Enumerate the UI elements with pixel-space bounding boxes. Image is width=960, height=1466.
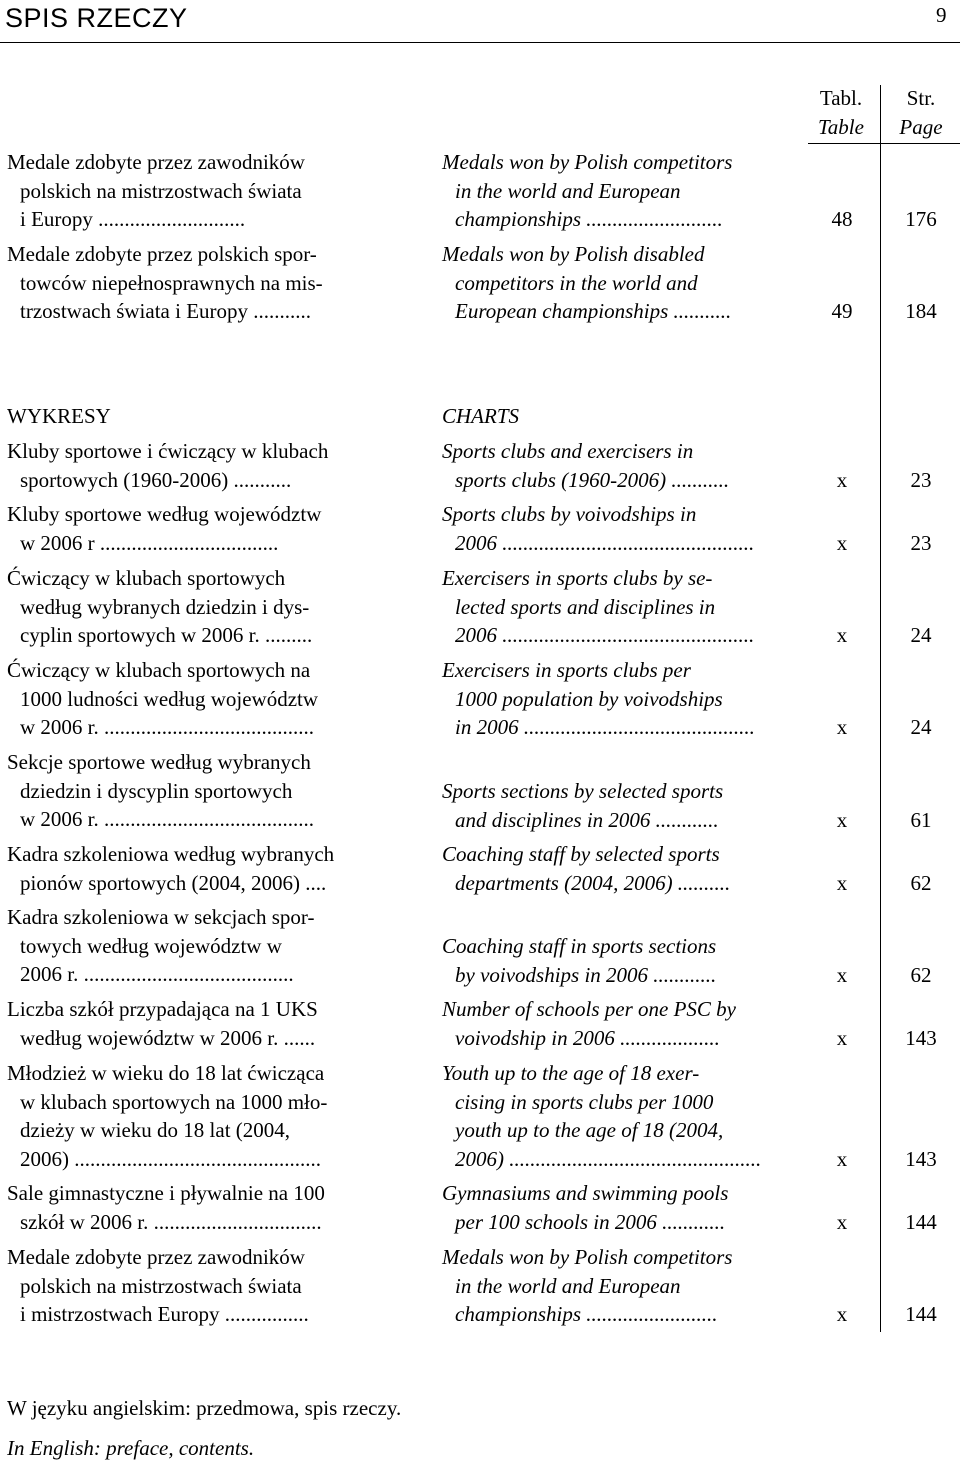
entry-page-number: 144 [905, 1209, 937, 1234]
page-heading: SPIS RZECZY [5, 3, 188, 33]
entry-title-en: 2006 ................................................ [455, 530, 755, 555]
entry-title-pl: 2006) ............................................... [20, 1146, 321, 1171]
entry-title-pl: cyplin sportowych w 2006 r. ......... [20, 623, 313, 647]
entry-title-en: Exercisers in sports clubs by se- [442, 566, 713, 590]
entry-title-pl: Kadra szkoleniowa w sekcjach spor- [7, 905, 315, 929]
entry-title-en: Sports sections by selected sports [442, 779, 724, 803]
entry-title-en: cising in sports clubs per 1000 [455, 1089, 714, 1114]
entry-title-pl: 1000 ludności według województw [20, 686, 319, 711]
header-rule [0, 42, 960, 43]
entry-title-en: per 100 schools in 2006 ............ [455, 1209, 726, 1234]
entry-title-pl: Medale zdobyte przez zawodników [7, 150, 305, 174]
entry-title-en: lected sports and disciplines in [455, 594, 716, 619]
footer-note-pl: W języku angielskim: przedmowa, spis rzeczy. [7, 1396, 402, 1420]
entry-page-number: 24 [910, 623, 932, 647]
entry-table-number: x [836, 807, 848, 832]
entry-title-en: by voivodships in 2006 ............ [455, 962, 717, 987]
entry-title-pl: Ćwiczący w klubach sportowych [7, 566, 286, 590]
entry-table-number: 49 [831, 299, 853, 323]
entry-title-pl: sportowych (1960-2006) ........... [20, 467, 292, 492]
entry-title-en: youth up to the age of 18 (2004, [455, 1118, 724, 1142]
charts-section-heading-pl: WYKRESY [7, 404, 111, 428]
entry-table-number: x [836, 715, 848, 739]
entry-title-pl: pionów sportowych (2004, 2006) .... [20, 870, 327, 895]
entry-title-en: Medals won by Polish competitors [442, 150, 733, 174]
entry-title-en: Coaching staff in sports sections [442, 934, 717, 958]
entry-title-pl: według wybranych dziedzin i dys- [20, 594, 310, 619]
entry-title-pl: Kluby sportowe według województw [7, 502, 322, 526]
column-divider [880, 85, 881, 1332]
entry-title-pl: Kluby sportowe i ćwiczący w klubach [7, 439, 329, 463]
entry-title-en: championships ......................... [455, 1302, 718, 1326]
entry-table-number: x [836, 530, 848, 555]
entry-page-number: 61 [910, 807, 932, 832]
column-header-page-pl: Str. [906, 86, 936, 110]
entry-title-pl: Liczba szkół przypadająca na 1 UKS [7, 997, 318, 1021]
entry-title-en: competitors in the world and [455, 270, 698, 295]
entry-title-en: Number of schools per one PSC by [442, 997, 736, 1021]
footer-note-en: In English: preface, contents. [7, 1436, 255, 1460]
entry-title-en: Medals won by Polish competitors [442, 1245, 733, 1269]
entry-title-en: 2006 ................................................ [455, 623, 755, 647]
entry-title-en: 2006) ................................................ [455, 1146, 762, 1171]
entry-page-number: 144 [905, 1302, 937, 1326]
entry-title-pl: polskich na mistrzostwach świata [20, 1273, 302, 1298]
entry-table-number: x [836, 870, 848, 895]
entry-page-number: 143 [905, 1146, 937, 1171]
entry-title-pl: Medale zdobyte przez polskich spor- [7, 242, 317, 266]
page-number: 9 [936, 3, 947, 27]
entry-table-number: x [836, 1025, 848, 1050]
entry-title-en: Coaching staff by selected sports [442, 842, 720, 866]
entry-title-pl: towych według województw w [20, 933, 282, 958]
entry-title-en: Gymnasiums and swimming pools [442, 1181, 729, 1205]
entry-page-number: 143 [905, 1025, 937, 1050]
entry-page-number: 62 [910, 870, 932, 895]
entry-title-en: European championships ........... [455, 299, 732, 323]
column-header-page-en: Page [899, 115, 943, 139]
entry-table-number: x [836, 1209, 848, 1234]
entry-title-pl: w klubach sportowych na 1000 mło- [20, 1089, 328, 1114]
entry-title-en: championships .......................... [455, 207, 723, 231]
entry-title-en: in 2006 ............................................ [455, 715, 755, 739]
entry-title-en: Medals won by Polish disabled [442, 242, 705, 266]
entry-title-pl: towców niepełnosprawnych na mis- [20, 270, 323, 295]
entry-title-en: in the world and European [455, 178, 681, 203]
entry-title-pl: Sekcje sportowe według wybranych [7, 750, 311, 774]
entry-title-en: in the world and European [455, 1273, 681, 1298]
entry-title-en: Sports clubs and exercisers in [442, 439, 694, 463]
entry-title-pl: według województw w 2006 r. ...... [20, 1025, 316, 1050]
entry-table-number: x [836, 962, 848, 987]
column-header-table-pl: Tabl. [819, 86, 863, 110]
entry-title-en: Youth up to the age of 18 exer- [442, 1061, 700, 1085]
entry-title-pl: i mistrzostwach Europy ................ [20, 1302, 309, 1326]
entry-page-number: 23 [910, 530, 932, 555]
entry-page-number: 184 [905, 299, 937, 323]
entry-title-pl: w 2006 r. ........................................ [20, 715, 314, 739]
entry-title-en: and disciplines in 2006 ............ [455, 807, 719, 832]
entry-title-en: voivodship in 2006 ................... [455, 1025, 720, 1050]
entry-title-pl: 2006 r. ........................................ [20, 962, 294, 986]
entry-page-number: 176 [905, 207, 937, 231]
entry-table-number: x [836, 1146, 848, 1171]
entry-title-pl: trzostwach świata i Europy ........... [20, 299, 312, 323]
entry-table-number: x [836, 1302, 848, 1326]
entry-page-number: 24 [910, 715, 932, 739]
entry-title-pl: w 2006 r .................................. [20, 530, 279, 555]
entry-title-pl: dziedzin i dyscyplin sportowych [20, 778, 293, 803]
entry-page-number: 62 [910, 962, 932, 987]
entry-title-pl: Ćwiczący w klubach sportowych na [7, 658, 311, 682]
entry-table-number: x [836, 623, 848, 647]
entry-page-number: 23 [910, 467, 932, 492]
entry-title-en: Sports clubs by voivodships in [442, 502, 697, 526]
entry-title-pl: i Europy ............................ [20, 207, 246, 231]
column-header-rule [808, 143, 960, 144]
entry-title-en: sports clubs (1960-2006) ........... [455, 467, 730, 492]
entry-title-pl: polskich na mistrzostwach świata [20, 178, 302, 203]
entry-title-pl: Kadra szkoleniowa według wybranych [7, 842, 335, 866]
entry-title-en: departments (2004, 2006) .......... [455, 870, 731, 895]
entry-title-pl: dzieży w wieku do 18 lat (2004, [20, 1118, 291, 1142]
charts-section-heading-en: CHARTS [442, 404, 520, 428]
entry-title-pl: Medale zdobyte przez zawodników [7, 1245, 305, 1269]
entry-title-pl: w 2006 r. ........................................ [20, 807, 314, 831]
entry-title-en: 1000 population by voivodships [455, 686, 723, 711]
entry-title-pl: Młodzież w wieku do 18 lat ćwicząca [7, 1061, 325, 1085]
entry-table-number: x [836, 467, 848, 492]
entry-title-pl: Sale gimnastyczne i pływalnie na 100 [7, 1181, 325, 1205]
entry-title-en: Exercisers in sports clubs per [442, 658, 691, 682]
entry-title-pl: szkół w 2006 r. ................................ [20, 1209, 322, 1234]
entry-table-number: 48 [831, 207, 853, 231]
column-header-table-en: Table [818, 115, 864, 139]
